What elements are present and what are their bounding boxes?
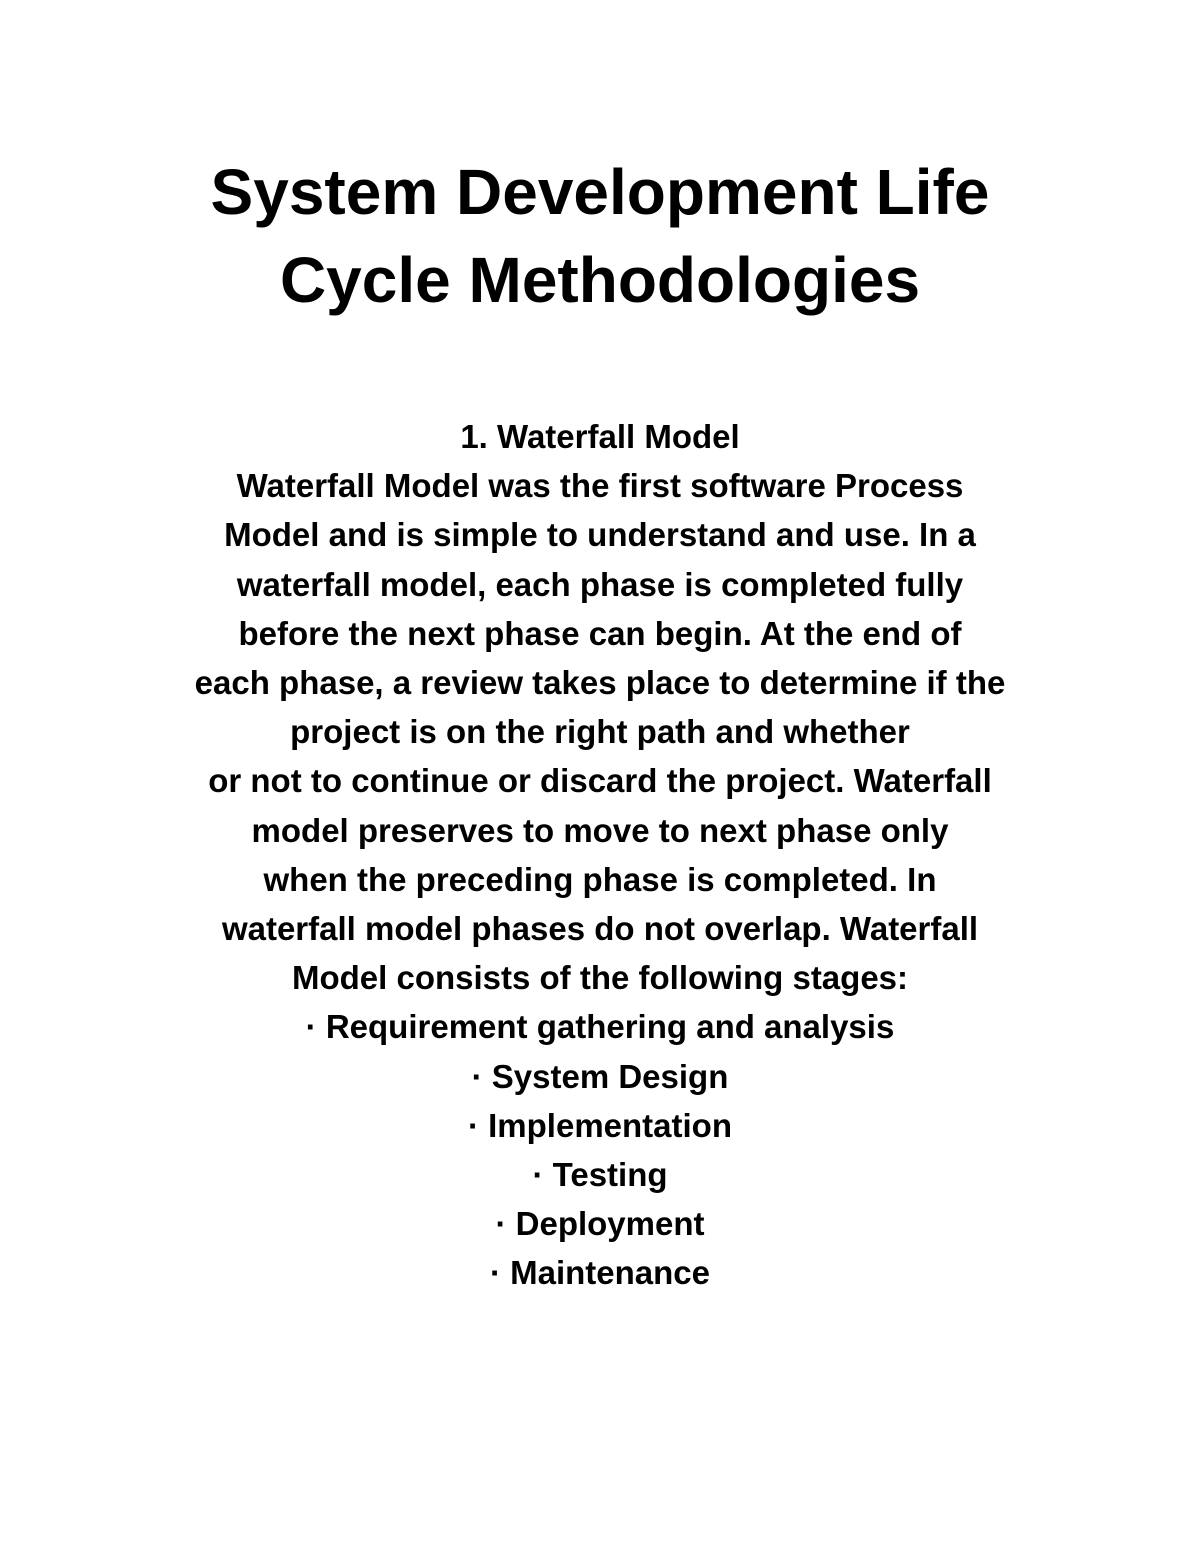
paragraph-line: each phase, a review takes place to determine if the: [194, 664, 1006, 702]
paragraph-line: waterfall model, each phase is completed fully: [236, 565, 964, 603]
paragraph-line: project is on the right path and whether: [290, 713, 910, 751]
page-title: [0, 148, 1200, 324]
paragraph-line: or not to continue or discard the project. Waterfall: [208, 762, 992, 800]
stage-list-item: · Maintenance: [489, 1254, 711, 1292]
title-line: System Development Life: [210, 156, 990, 228]
section-heading: 1. Waterfall Model: [460, 418, 740, 455]
paragraph-line: Waterfall Model was the first software Process: [236, 467, 964, 505]
paragraph-line: before the next phase can begin. At the end of: [238, 614, 962, 652]
paragraph-line: when the preceding phase is completed. In: [263, 860, 937, 898]
paragraph-line: model preserves to move to next phase only: [251, 811, 949, 849]
stage-list-item: · Implementation: [467, 1106, 733, 1144]
paragraph-line: waterfall model phases do not overlap. Waterfall: [221, 910, 979, 948]
stage-list-item: · Deployment: [495, 1205, 705, 1243]
title-line: Cycle Methodologies: [279, 244, 921, 316]
stage-list-item: · Requirement gathering and analysis: [305, 1008, 895, 1046]
stage-list-item: · Testing: [532, 1156, 668, 1194]
paragraph-line: Model consists of the following stages:: [291, 959, 909, 997]
body-text: [0, 412, 1200, 1298]
paragraph-line: Model and is simple to understand and use. In a: [224, 516, 976, 554]
stage-list-item: · System Design: [471, 1057, 729, 1095]
